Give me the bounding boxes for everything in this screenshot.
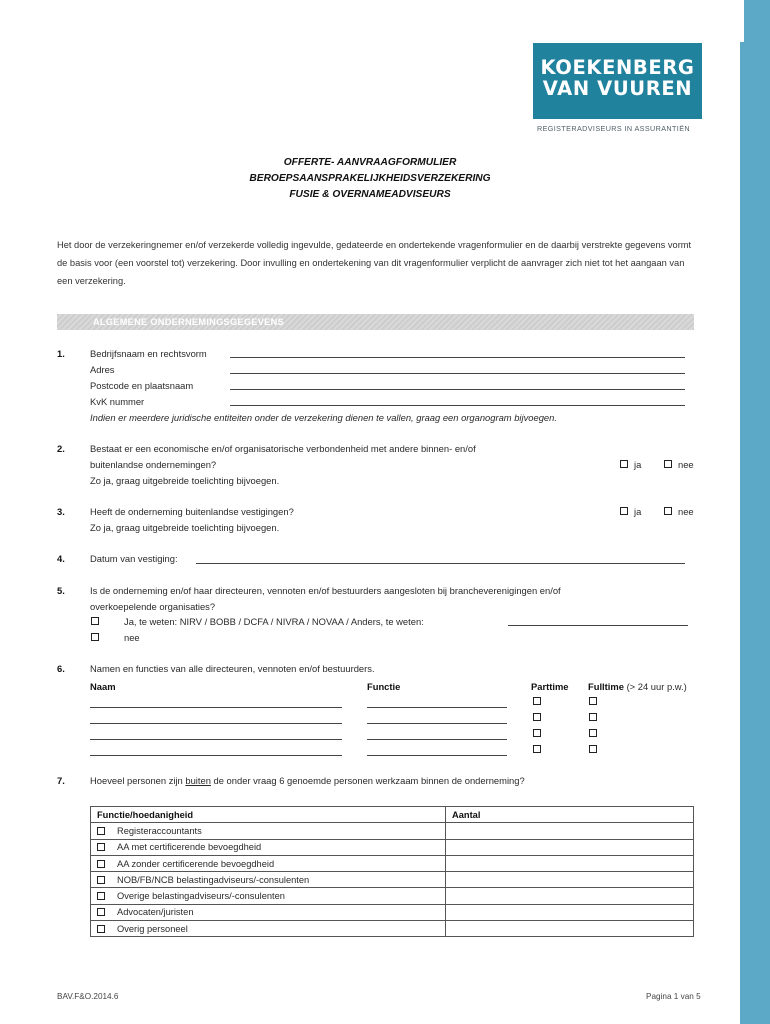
q7-number: 7. xyxy=(57,775,65,786)
table-cell-count[interactable] xyxy=(446,888,694,904)
q1-number: 1. xyxy=(57,348,65,359)
table-cell-count[interactable] xyxy=(446,921,694,937)
row-label: AA met certificerende bevoegdheid xyxy=(117,842,262,853)
q4-number: 4. xyxy=(57,553,65,564)
q2-no-label: nee xyxy=(678,459,694,470)
q6-name-field-2[interactable] xyxy=(90,723,342,724)
row-label: Advocaten/juristen xyxy=(117,907,194,918)
section-header xyxy=(57,314,694,330)
table-row xyxy=(91,855,694,871)
q2-yes-checkbox[interactable] xyxy=(620,460,628,468)
q2-number: 2. xyxy=(57,443,65,454)
table-row xyxy=(91,921,694,937)
table-row xyxy=(91,839,694,855)
q1-label-address: Adres xyxy=(90,364,115,375)
table-row xyxy=(91,872,694,888)
q5-text-1: Is de onderneming en/of haar directeuren, vennoten en/of bestuurders aangesloten bij brancheverenigingen en/of xyxy=(90,585,561,596)
q6-label: Namen en functies van alle directeuren, vennoten en/of bestuurders. xyxy=(90,663,375,674)
q7-header-function: Functie/hoedanigheid xyxy=(91,807,446,823)
table-cell-count[interactable] xyxy=(446,823,694,839)
q6-col-name: Naam xyxy=(90,681,116,692)
q1-field-company[interactable] xyxy=(230,357,685,358)
q4-date-field[interactable] xyxy=(196,563,685,564)
intro-paragraph: Het door de verzekeringnemer en/of verzekerde volledig ingevulde, gedateerde en ondertekende vragenformulier en de daarbij verstrekte gegevens vormt de basis voor (een voorstel tot) verzekering. Door invulling en ondertekening van dit vragenformulier verplicht de aanvrager zich niet tot het aangaan van een verzekering. xyxy=(57,240,692,286)
q7-text-underlined: buiten xyxy=(185,775,211,786)
q6-col-fulltime: Fulltime xyxy=(588,681,624,692)
q3-text-1: Heeft de onderneming buitenlandse vestigingen? xyxy=(90,506,294,517)
q1-label-kvk: KvK nummer xyxy=(90,396,145,407)
q2-text-1: Bestaat er een economische en/of organisatorische verbondenheid met andere binnen- en/of xyxy=(90,443,476,454)
q6-function-field-4[interactable] xyxy=(367,755,507,756)
company-logo xyxy=(533,43,702,119)
q5-no-label: nee xyxy=(124,632,140,643)
row-label: Registeraccountants xyxy=(117,825,202,836)
q6-function-field-3[interactable] xyxy=(367,739,507,740)
q6-name-field-4[interactable] xyxy=(90,755,342,756)
table-cell-count[interactable] xyxy=(446,904,694,920)
table-cell-function xyxy=(91,823,446,839)
q3-yes-label: ja xyxy=(634,506,642,517)
q3-no-label: nee xyxy=(678,506,694,517)
q5-text-2: overkoepelende organisaties? xyxy=(90,601,216,612)
q1-field-kvk[interactable] xyxy=(230,405,685,406)
q5-other-field[interactable] xyxy=(508,625,688,626)
q6-fulltime-note: (> 24 uur p.w.) xyxy=(626,681,687,692)
row-checkbox[interactable] xyxy=(97,876,105,884)
q6-name-field-3[interactable] xyxy=(90,739,342,740)
row-label: Overige belastingadviseurs/-consulenten xyxy=(117,891,285,902)
table-row xyxy=(91,904,694,920)
table-cell-function xyxy=(91,904,446,920)
row-label: AA zonder certificerende bevoegdheid xyxy=(117,858,275,869)
q6-number: 6. xyxy=(57,663,65,674)
q6-function-field-1[interactable] xyxy=(367,707,507,708)
q1-label-postcode: Postcode en plaatsnaam xyxy=(90,380,194,391)
q6-parttime-checkbox-2[interactable] xyxy=(533,713,541,721)
q3-number: 3. xyxy=(57,506,65,517)
q7-header-count: Aantal xyxy=(446,807,694,823)
row-checkbox[interactable] xyxy=(97,908,105,916)
logo-tagline: REGISTERADVISEURS IN ASSURANTIËN xyxy=(537,124,690,133)
q7-staff-table xyxy=(90,806,694,937)
title-line-2: BEROEPSAANSPRAKELIJKHEIDSVERZEKERING xyxy=(249,173,491,184)
table-row xyxy=(91,823,694,839)
q1-note: Indien er meerdere juridische entiteiten onder de verzekering dienen te vallen, graag een organogram bijvoegen. xyxy=(90,412,557,423)
q6-function-field-2[interactable] xyxy=(367,723,507,724)
q6-fulltime-checkbox-2[interactable] xyxy=(589,713,597,721)
table-cell-count[interactable] xyxy=(446,855,694,871)
table-cell-function xyxy=(91,839,446,855)
q7-text-pre: Hoeveel personen zijn xyxy=(90,775,186,786)
table-cell-count[interactable] xyxy=(446,839,694,855)
logo-line-1: KOEKENBERG xyxy=(540,56,695,79)
table-cell-function xyxy=(91,872,446,888)
q7-question xyxy=(90,775,525,786)
row-checkbox[interactable] xyxy=(97,925,105,933)
q6-fulltime-checkbox-1[interactable] xyxy=(589,697,597,705)
q2-yes-label: ja xyxy=(634,459,642,470)
table-cell-function xyxy=(91,855,446,871)
table-row xyxy=(91,888,694,904)
q6-col-fulltime-wrap xyxy=(588,681,687,692)
footer-document-code: BAV.F&O.2014.6 xyxy=(57,992,119,1001)
q5-yes-label: Ja, te weten: NIRV / BOBB / DCFA / NIVRA / NOVAA / Anders, te weten: xyxy=(124,616,424,627)
row-checkbox[interactable] xyxy=(97,892,105,900)
title-line-3: FUSIE & OVERNAMEADVISEURS xyxy=(289,189,451,200)
q6-parttime-checkbox-3[interactable] xyxy=(533,729,541,737)
q6-parttime-checkbox-1[interactable] xyxy=(533,697,541,705)
q7-text-post: de onder vraag 6 genoemde personen werkzaam binnen de onderneming? xyxy=(210,775,525,786)
q5-number: 5. xyxy=(57,585,65,596)
table-cell-count[interactable] xyxy=(446,872,694,888)
q6-parttime-checkbox-4[interactable] xyxy=(533,745,541,753)
row-checkbox[interactable] xyxy=(97,827,105,835)
q3-text-2: Zo ja, graag uitgebreide toelichting bijvoegen. xyxy=(90,522,280,533)
q1-field-address[interactable] xyxy=(230,373,685,374)
q6-col-parttime: Parttime xyxy=(531,681,569,692)
logo-line-2: VAN VUUREN xyxy=(542,77,693,100)
q6-col-function: Functie xyxy=(367,681,401,692)
q6-name-field-1[interactable] xyxy=(90,707,342,708)
row-checkbox[interactable] xyxy=(97,860,105,868)
q5-no-checkbox[interactable] xyxy=(91,633,99,641)
q6-fulltime-checkbox-3[interactable] xyxy=(589,729,597,737)
q1-field-postcode[interactable] xyxy=(230,389,685,390)
side-accent-strip xyxy=(740,0,770,1024)
document-title xyxy=(0,155,740,203)
q2-text-2: buitenlandse ondernemingen? xyxy=(90,459,217,470)
q2-no-checkbox[interactable] xyxy=(664,460,672,468)
section-title: ALGEMENE ONDERNEMINGSGEGEVENS xyxy=(93,317,284,327)
table-cell-function xyxy=(91,888,446,904)
row-label: NOB/FB/NCB belastingadviseurs/-consulenten xyxy=(117,874,310,885)
row-checkbox[interactable] xyxy=(97,843,105,851)
row-label: Overig personeel xyxy=(117,923,188,934)
q3-no-checkbox[interactable] xyxy=(664,507,672,515)
q3-yes-checkbox[interactable] xyxy=(620,507,628,515)
table-cell-function xyxy=(91,921,446,937)
q6-fulltime-checkbox-4[interactable] xyxy=(589,745,597,753)
q5-yes-checkbox[interactable] xyxy=(91,617,99,625)
q2-text-3: Zo ja, graag uitgebreide toelichting bijvoegen. xyxy=(90,475,280,486)
q4-label: Datum van vestiging: xyxy=(90,553,178,564)
title-line-1: OFFERTE- AANVRAAGFORMULIER xyxy=(283,157,457,168)
q1-label-company: Bedrijfsnaam en rechtsvorm xyxy=(90,348,207,359)
footer-page-number: Pagina 1 van 5 xyxy=(646,992,701,1001)
q7-table-header-row xyxy=(91,807,694,823)
